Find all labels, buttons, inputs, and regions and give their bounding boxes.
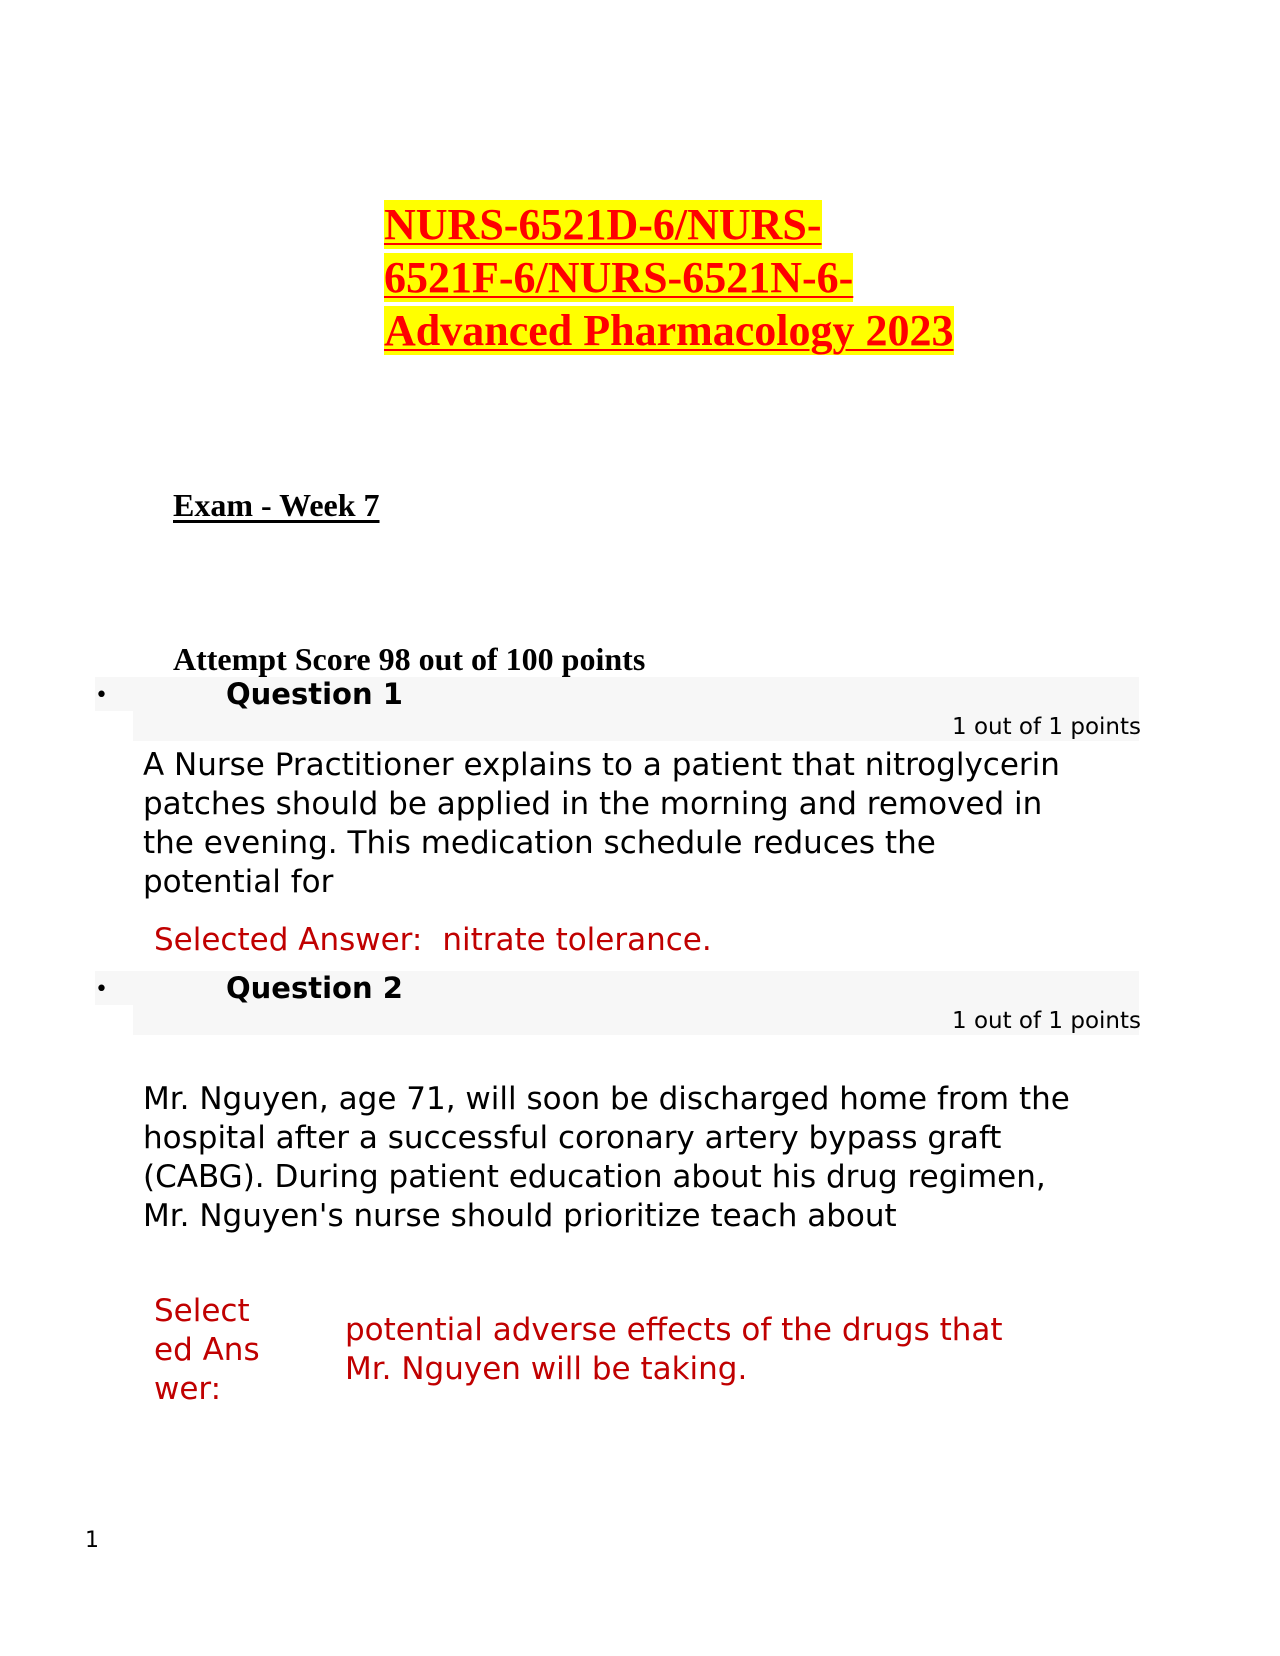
exam-heading: Exam - Week 7 [173,487,380,523]
bullet-icon: • [95,683,108,708]
question-1-label: Question 1 [226,677,403,711]
question-2-header [95,971,1139,1035]
document-title [384,198,954,357]
attempt-score: Attempt Score 98 out of 100 points [173,641,646,677]
title-line-3: Advanced Pharmacology 2023 [384,306,954,355]
selected-answer-label: Selected Answer: [154,922,423,958]
page-number: 1 [85,1528,99,1553]
selected-answer-label: Selected Answer: [154,1293,260,1407]
title-line-1: NURS-6521D-6/NURS- [384,200,822,249]
question-1-selected-answer [154,921,712,960]
selected-answer-value: potential adverse effects of the drugs that Mr. Nguyen will be taking. [345,1312,1003,1387]
selected-answer-value: nitrate tolerance. [442,922,712,958]
question-1-points: 1 out of 1 points [952,714,1141,740]
question-2-points: 1 out of 1 points [952,1008,1141,1034]
question-2-label: Question 2 [226,971,403,1005]
question-2-text: Mr. Nguyen, age 71, will soon be discharged home from the hospital after a successful coronary artery bypass graft (CABG). During patient education about his drug regimen, Mr. Nguyen's nurse should prioritize teach about [143,1081,1070,1234]
question-1-text: A Nurse Practitioner explains to a patient that nitroglycerin patches should be applied in the morning and removed in the evening. This medication schedule reduces the potential for [143,747,1060,900]
bullet-icon: • [95,977,108,1002]
title-line-2: 6521F-6/NURS-6521N-6- [384,253,854,302]
question-1-header [95,677,1139,741]
